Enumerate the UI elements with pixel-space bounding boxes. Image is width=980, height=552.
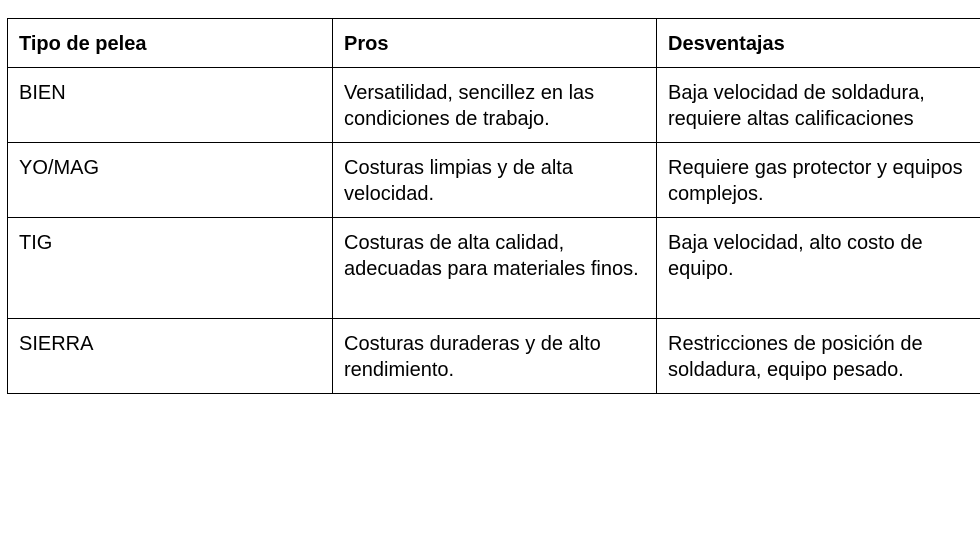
cell-cons: Requiere gas protector y equipos complejos.	[657, 143, 980, 218]
table-row	[8, 143, 980, 218]
header-desventajas: Desventajas	[657, 19, 980, 68]
table-row	[8, 218, 980, 319]
table-header-row	[8, 19, 980, 68]
cell-pros: Costuras duraderas y de alto rendimiento.	[333, 319, 657, 394]
welding-comparison-table	[7, 18, 980, 394]
cell-pros: Costuras limpias y de alta velocidad.	[333, 143, 657, 218]
header-tipo-de-pelea: Tipo de pelea	[8, 19, 333, 68]
table-row	[8, 68, 980, 143]
comparison-table-container	[7, 18, 980, 394]
table-row	[8, 319, 980, 394]
cell-cons: Restricciones de posición de soldadura, equipo pesado.	[657, 319, 980, 394]
cell-type: BIEN	[8, 68, 333, 143]
cell-type: TIG	[8, 218, 333, 319]
cell-cons: Baja velocidad, alto costo de equipo.	[657, 218, 980, 319]
header-pros: Pros	[333, 19, 657, 68]
cell-type: YO/MAG	[8, 143, 333, 218]
cell-cons: Baja velocidad de soldadura, requiere altas calificaciones	[657, 68, 980, 143]
cell-type: SIERRA	[8, 319, 333, 394]
cell-pros: Costuras de alta calidad, adecuadas para materiales finos.	[333, 218, 657, 319]
cell-pros: Versatilidad, sencillez en las condiciones de trabajo.	[333, 68, 657, 143]
